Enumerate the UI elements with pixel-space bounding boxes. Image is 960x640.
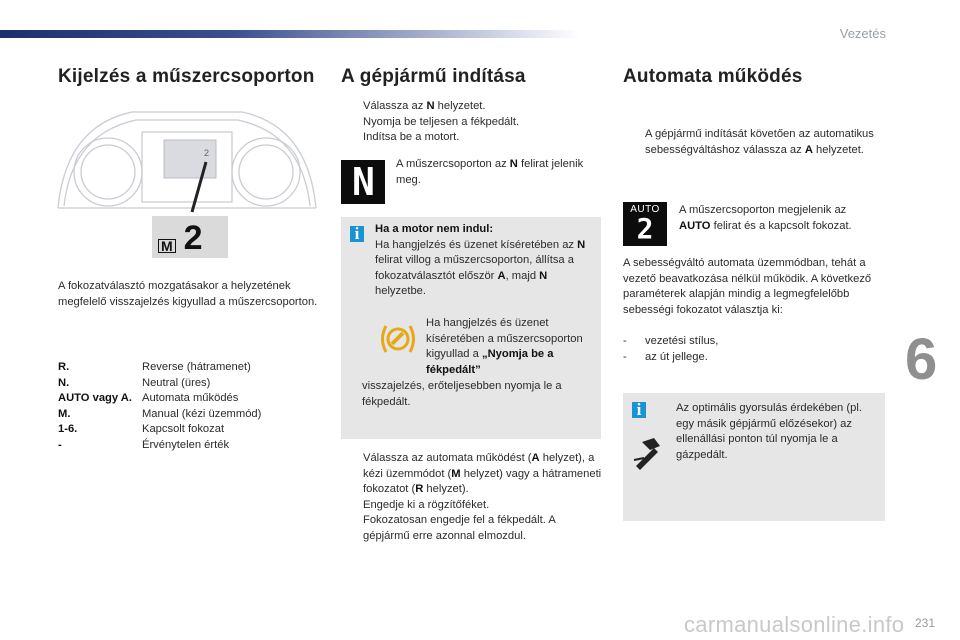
list-item: - vezetési stílus, xyxy=(623,335,719,347)
list-item: Válassza az automata működést (A helyzet), a kézi üzemmódot (M helyzet) vagy a hátrameneti fokozatot (R helyzet). xyxy=(363,452,602,496)
legend-value: Neutral (üres) xyxy=(141,376,211,389)
gear-display xyxy=(152,216,228,258)
list-item: - az út jellege. xyxy=(623,350,708,363)
legend-key: N. xyxy=(58,376,70,389)
list-item: Indítsa be a motort. xyxy=(363,131,460,144)
info-icon: i xyxy=(632,402,646,418)
chapter-number: 6 xyxy=(905,327,938,392)
info-engine-p1: Ha a motor nem indul: Ha hangjelzés és üzenet kíséretében az N felirat villog a műszercsoporton, állítsa a fokozatválasztót először A, majd N helyzetbe. xyxy=(375,223,586,298)
legend-value: Automata működés xyxy=(141,392,239,405)
auto-steps xyxy=(623,127,885,158)
legend-key: M. xyxy=(58,407,71,420)
auto-digit: 2 xyxy=(636,212,654,245)
legend-key: R. xyxy=(58,361,70,373)
legend-value: Manual (kézi üzemmód) xyxy=(141,407,262,420)
auto-list xyxy=(623,334,885,365)
col1-intro: A fokozatválasztó mozgatásakor a helyzetének megfelelő visszajelzés kigyullad a műszercsoporton. xyxy=(58,280,318,308)
col1-title: Kijelzés a műszercsoporton xyxy=(58,66,315,87)
legend-value: Kapcsolt fokozat xyxy=(141,423,225,436)
legend-key: AUTO vagy A. xyxy=(58,392,132,405)
n-glyph: N xyxy=(352,160,374,204)
info-engine-p2a: Ha hangjelzés és üzenet kíséretében a műszercsoporton kigyullad a „Nyomja be a fékpedált” xyxy=(426,317,583,376)
info-engine-p2b: visszajelzés, erőteljesebben nyomja le a fékpedált. xyxy=(362,380,562,408)
start-steps xyxy=(341,99,603,146)
gear-digit: 2 xyxy=(183,219,203,257)
page-number: 231 xyxy=(915,616,936,630)
mode-indicator: M xyxy=(158,239,176,253)
legend-key: 1-6. xyxy=(58,423,78,436)
info-icon: i xyxy=(350,226,364,242)
auto-paragraph: A sebességváltó automata üzemmódban, tehát a vezető beavatkozása nélkül működik. A következő paraméterek alapján mindig a legmegfelelőbb sebességi fokozatot választja ki: xyxy=(623,257,872,316)
n-note: A műszercsoporton az N felirat jelenik meg. xyxy=(396,158,584,186)
list-item: Válassza az N helyzetet. xyxy=(363,100,486,112)
auto-label: AUTO xyxy=(630,204,660,215)
legend-key: - xyxy=(58,438,62,451)
auto-note: A műszercsoporton megjelenik az AUTO felirat és a kapcsolt fokozat. xyxy=(679,204,852,232)
drive-steps xyxy=(341,451,603,545)
list-item: A gépjármű indítását követően az automatikus sebességváltáshoz válassza az A helyzetet. xyxy=(645,128,874,156)
col2-title: A gépjármű indítása xyxy=(341,66,526,87)
section-title: Vezetés xyxy=(839,26,886,41)
svg-text:2: 2 xyxy=(204,148,210,158)
legend-value: Reverse (hátramenet) xyxy=(141,361,251,373)
auto-display xyxy=(623,202,667,246)
n-display xyxy=(341,160,385,204)
brake-pedal-warning-icon xyxy=(378,322,418,356)
list-item: Engedje ki a rögzítőféket. xyxy=(363,498,490,511)
list-item: Fokozatosan engedje fel a fékpedált. A gépjármű erre azonnal elmozdul. xyxy=(363,514,556,542)
legend-value: Érvénytelen érték xyxy=(141,438,230,451)
list-item: Nyomja be teljesen a fékpedált. xyxy=(363,115,520,128)
col3-title: Automata működés xyxy=(623,66,803,87)
gear-legend xyxy=(58,360,320,454)
watermark: carmanualsonline.info xyxy=(684,612,905,637)
info-acceleration-text: Az optimális gyorsulás érdekében (pl. egy másik gépjármű előzésekor) az ellenállási ponton túl nyomja le a gázpedált. xyxy=(676,402,862,461)
header-rule xyxy=(0,30,580,38)
accelerator-pedal-icon xyxy=(632,436,662,470)
